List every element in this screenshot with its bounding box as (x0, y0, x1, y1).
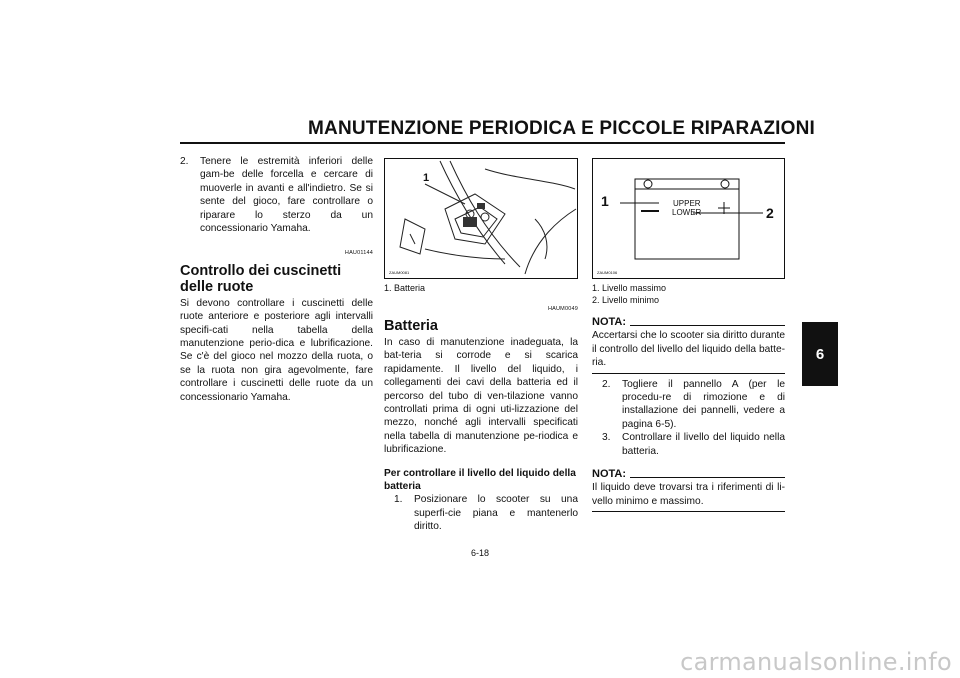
step-number: 2. (180, 156, 189, 167)
step-number: 1. (394, 494, 403, 506)
title-rule (180, 142, 785, 144)
step-3-check-level (592, 431, 785, 458)
section-code: HAU01144 (344, 250, 373, 257)
nota-header (592, 316, 785, 329)
step-2-remove-panel (592, 378, 785, 432)
battery-level-figure (592, 158, 785, 279)
battery-level-diagram (593, 159, 784, 278)
battery-figure (384, 158, 578, 279)
step-text: Controllare il livello del liquido nella batteria. (622, 432, 785, 457)
nota-label: NOTA: (592, 316, 627, 328)
step-text: Tenere le estremità inferiori delle gam-be delle forcella e cercare di muoverle in avanti e all'indietro. Se si sente del gioco, fare controllare o riparare lo sterzo da un concessionario Yamaha. (200, 156, 373, 235)
nota-rule (630, 477, 785, 478)
scooter-battery-illustration (385, 159, 577, 278)
middle-column (384, 158, 578, 534)
callout-2: 2 (766, 205, 774, 221)
right-column (592, 158, 785, 512)
step-number: 2. (602, 378, 611, 390)
figure-caption-1: 1. Livello massimo (592, 283, 667, 293)
section-body: In caso di manutenzione inadeguata, la bat-teria si corrode e si scarica rapidamente. Il livello del liquido, i collegamenti dei cavi della batteria ed il percorso del tubo di ven-tilazione vanno controllati prima di ogni uti-lizzazione del mezzo, nonché agli intervalli specificati nella tabella di manutenzione pe-riodica e lubrificazione. (384, 336, 578, 456)
step-1-position (384, 493, 578, 533)
figure-code: ZAUM0106 (597, 270, 618, 275)
chapter-tab: 6 (802, 322, 838, 386)
callout-1: 1 (601, 193, 609, 209)
section-body: Si devono controllare i cuscinetti delle ruote anteriore e posteriore agli intervalli specifi-cati nella tabella della manutenzione perio-dica e lubrificazione. Se c'è del gioco nel mozzo della ruota, o se la ruota non gira agevolmente, fare controllare i cuscinetti delle ruote da un concessionario Yamaha. (180, 297, 373, 403)
page-number: 6-18 (470, 548, 489, 558)
nota-body-2: Il liquido deve trovarsi tra i riferimenti di li-vello minimo e massimo. (592, 481, 785, 512)
step-text: Posizionare lo scooter su una superfi-cie piana e mantenerlo diritto. (414, 494, 578, 533)
subheading-check-level: Per controllare il livello del liquido della batteria (384, 467, 576, 492)
step-2-steering (180, 155, 373, 235)
figure-code: ZAUM0081 (389, 270, 410, 275)
figure-caption-2: 2. Livello minimo (592, 294, 660, 305)
upper-label: UPPER (673, 199, 701, 208)
watermark: carmanualsonline.info (680, 648, 952, 676)
nota-header-2 (592, 468, 785, 481)
nota-body: Accertarsi che lo scooter sia diritto durante il controllo del livello del liquido della batte-ria. (592, 329, 785, 373)
section-heading-wheel-bearings: Controllo dei cuscinetti delle ruote (180, 262, 342, 295)
callout-1: 1 (423, 172, 430, 184)
section-heading-battery: Batteria (384, 317, 438, 334)
figure-caption: 1. Batteria (384, 283, 426, 293)
nota-rule (630, 325, 785, 326)
section-code: HAUM0049 (547, 305, 578, 312)
page-title: MANUTENZIONE PERIODICA E PICCOLE RIPARAZIONI (308, 118, 816, 139)
step-text: Togliere il pannello A (per le procedu-re di rimozione e di installazione dei pannelli, vedere a pagina 6-5). (622, 378, 785, 430)
left-column (180, 155, 373, 404)
step-number: 3. (602, 432, 611, 444)
nota-label: NOTA: (592, 468, 627, 481)
lower-label: LOWER (672, 208, 702, 217)
